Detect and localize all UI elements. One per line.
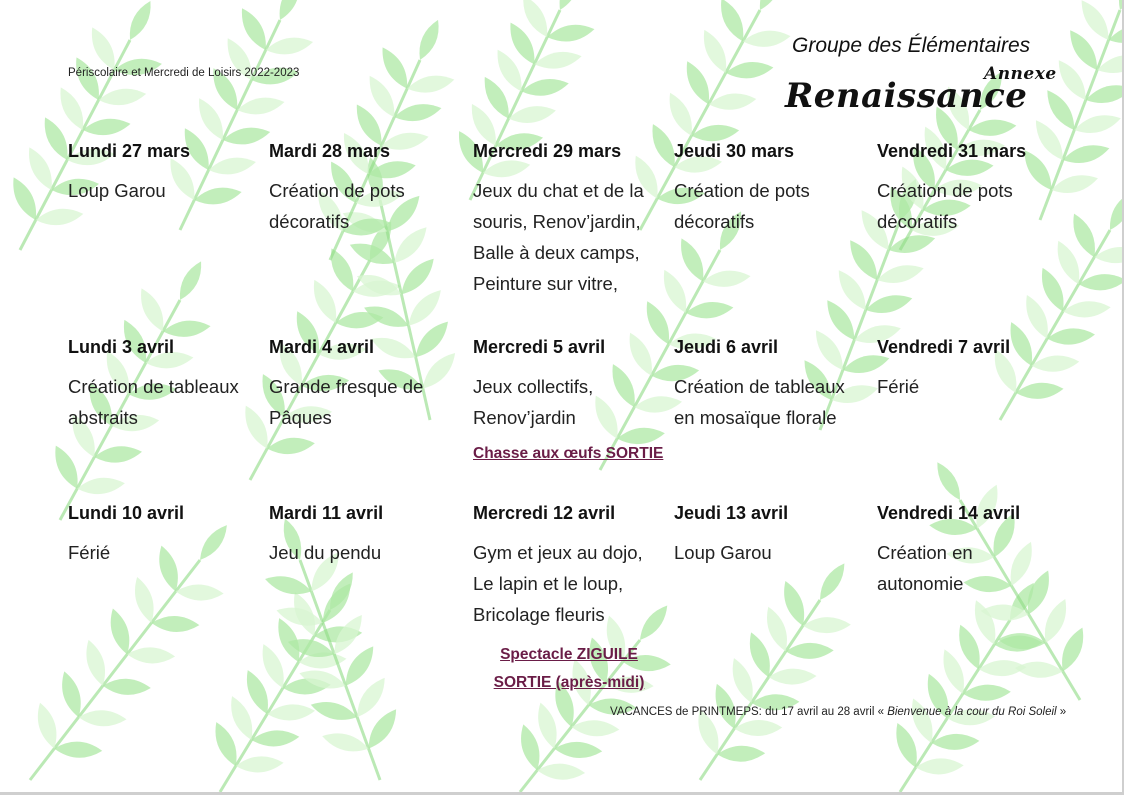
leaf-shape: [537, 762, 586, 781]
day-title-mardi-11: Mardi 11 avril: [269, 503, 384, 523]
leaf-shape: [403, 285, 447, 331]
leaf-shape: [78, 709, 127, 727]
leaf-shape: [235, 755, 284, 774]
activity-line: Création en: [877, 542, 973, 563]
leaf-shape: [127, 646, 176, 664]
leaf-shape: [410, 316, 454, 362]
leaf-shape: [786, 642, 834, 659]
activity-line: Renov’jardin: [473, 407, 576, 428]
leaf-shape: [571, 719, 620, 738]
activity-line: Jeu du pendu: [269, 542, 382, 563]
annexe-label: Annexe: [984, 64, 1057, 84]
leaf-shape: [963, 684, 1012, 702]
activity-line: Loup Garou: [68, 180, 166, 201]
day-title-mardi-28: Mardi 28 mars: [269, 141, 391, 161]
sortie-line: Spectacle ZIGUILE: [500, 646, 638, 663]
day-activities-lundi-3: [68, 371, 239, 433]
leaf-shape: [814, 560, 850, 604]
footer-end: »: [1056, 706, 1067, 718]
activity-line: Création de pots: [269, 180, 405, 201]
day-activities-mercredi-12: [473, 537, 643, 630]
footer-text: VACANCES de PRINTMEPS: du 17 avril au 28 avril «: [610, 706, 888, 718]
sortie-line: SORTIE (après-midi): [493, 674, 645, 691]
day-title-jeudi-13: Jeudi 13 avril: [674, 503, 789, 523]
activity-line: Création de pots: [877, 180, 1013, 201]
activity-line: décoratifs: [877, 211, 958, 232]
activity-line: Férié: [877, 376, 920, 397]
day-activities-lundi-10: [68, 537, 110, 568]
activity-line: Grande fresque de: [269, 376, 424, 397]
day-title-jeudi-30: Jeudi 30 mars: [674, 141, 795, 161]
activity-line: décoratifs: [674, 211, 755, 232]
day-title-mercredi-5: Mercredi 5 avril: [473, 337, 606, 357]
branch-stem: [30, 560, 200, 780]
activity-line: Pâques: [269, 407, 332, 428]
activity-line: Création de tableaux: [68, 376, 239, 397]
day-title-lundi-10: Lundi 10 avril: [68, 503, 185, 523]
sortie-spectacle-ziguile: [473, 641, 665, 697]
activity-line: Férié: [68, 542, 111, 563]
leaf-shape: [396, 253, 440, 299]
activity-line: Création de pots: [674, 180, 810, 201]
leaf-shape: [734, 719, 782, 736]
day-activities-jeudi-6: [674, 371, 845, 433]
leaf-shape: [124, 0, 157, 43]
activity-line: en mosaïque florale: [674, 407, 837, 428]
leaf-shape: [194, 521, 232, 564]
leaf-shape: [274, 0, 306, 23]
activity-line: Jeux du chat et de la: [473, 180, 644, 201]
activity-line: Bricolage fleuris: [473, 604, 605, 625]
day-activities-vendredi-31: [877, 175, 1013, 237]
leaf-shape: [931, 459, 966, 504]
day-activities-mardi-11: [269, 537, 381, 568]
leaf-shape: [151, 615, 200, 633]
day-title-vendredi-14: Vendredi 14 avril: [877, 503, 1021, 523]
day-activities-lundi-27: [68, 175, 166, 206]
day-title-vendredi-7: Vendredi 7 avril: [877, 337, 1011, 357]
leaf-shape: [717, 745, 765, 762]
page-subtitle: Périscolaire et Mercredi de Loisirs 2022-2023: [68, 67, 300, 79]
activity-line: souris, Renov’jardin,: [473, 211, 641, 232]
school-name: Renaissance: [785, 76, 1028, 116]
day-activities-vendredi-14: [877, 537, 973, 599]
leaf-shape: [768, 668, 816, 685]
day-activities-mardi-28: [269, 175, 405, 237]
activity-line: abstraits: [68, 407, 138, 428]
leaf-shape: [417, 348, 461, 394]
activity-line: décoratifs: [269, 211, 350, 232]
group-title: Groupe des Élémentaires: [792, 34, 1031, 57]
leaf-shape: [174, 258, 207, 303]
activity-line: Balle à deux camps,: [473, 242, 640, 263]
footer-theme: Bienvenue à la cour du Roi Soleil: [887, 706, 1057, 718]
day-activities-jeudi-30: [674, 175, 810, 237]
leaf-shape: [414, 17, 445, 63]
day-activities-mardi-4: [269, 371, 423, 433]
day-activities-mercredi-5: [473, 371, 593, 433]
day-title-mercredi-12: Mercredi 12 avril: [473, 503, 616, 523]
leaf-shape: [931, 733, 980, 751]
sortie-chasse-aux-oeufs: Chasse aux œufs SORTIE: [473, 445, 664, 462]
leaf-shape: [251, 729, 300, 748]
day-title-jeudi-6: Jeudi 6 avril: [674, 337, 779, 357]
day-title-lundi-27: Lundi 27 mars: [68, 141, 191, 161]
leaf-shape: [175, 583, 224, 601]
activity-line: Gym et jeux au dojo,: [473, 542, 643, 563]
day-activities-jeudi-13: [674, 537, 772, 568]
day-title-vendredi-31: Vendredi 31 mars: [877, 141, 1027, 161]
leaf-shape: [915, 757, 964, 775]
activity-line: Peinture sur vitre,: [473, 273, 618, 294]
day-title-mercredi-29: Mercredi 29 mars: [473, 141, 622, 161]
leaf-shape: [1104, 188, 1122, 233]
branch-stem: [250, 260, 370, 480]
leaf-shape: [267, 703, 316, 722]
leaf-shape: [803, 617, 851, 634]
leaf-shape: [102, 678, 151, 696]
leaf-shape: [554, 741, 603, 760]
activity-line: Jeux collectifs,: [473, 376, 594, 397]
leaf-shape: [54, 741, 103, 759]
day-title-mardi-4: Mardi 4 avril: [269, 337, 375, 357]
day-activities-mercredi-29: [473, 175, 644, 299]
day-activities-vendredi-7: [877, 371, 919, 402]
activity-line: Loup Garou: [674, 542, 772, 563]
activity-line: autonomie: [877, 573, 964, 594]
day-title-lundi-3: Lundi 3 avril: [68, 337, 175, 357]
activity-line: Création de tableaux: [674, 376, 845, 397]
footer-vacances: [610, 706, 1066, 718]
activity-line: Le lapin et le loup,: [473, 573, 624, 594]
